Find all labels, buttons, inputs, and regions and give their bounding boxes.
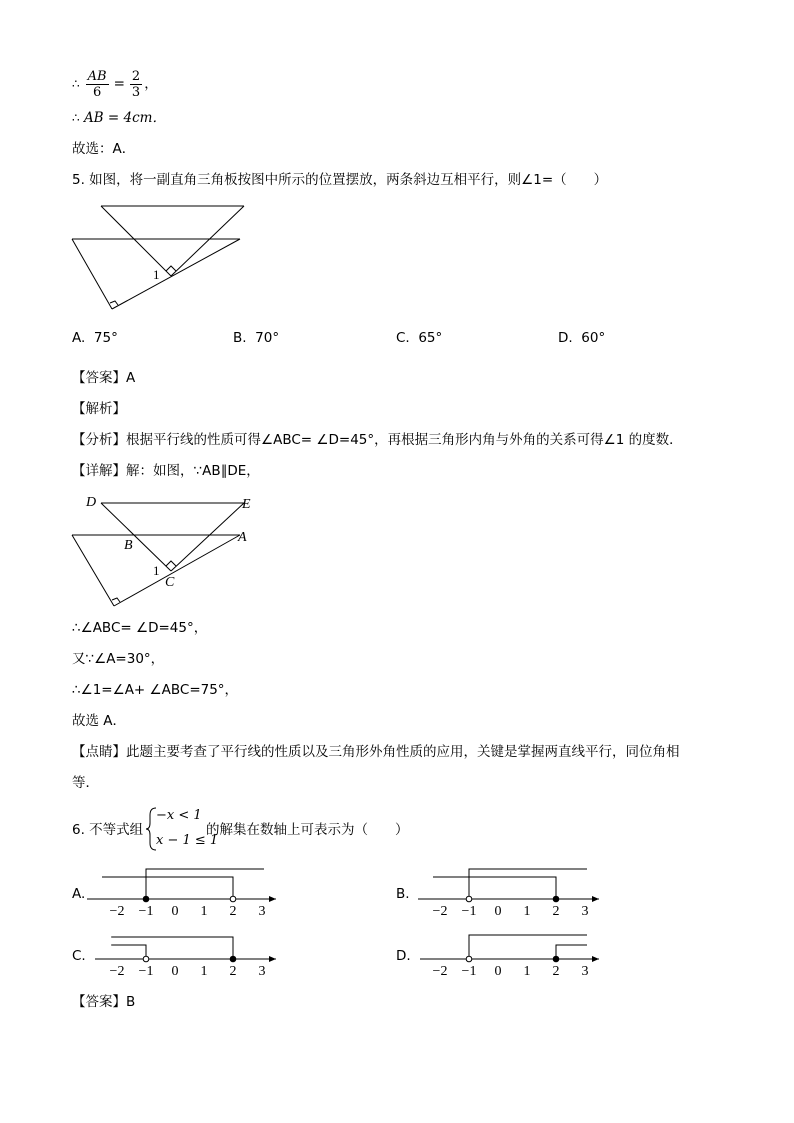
q5-option-d[interactable]: D. 60° xyxy=(558,330,606,346)
q5-step-4: 故选 A． xyxy=(72,713,127,729)
q6-inequality-1: −x < 1 xyxy=(156,808,202,823)
open-endpoint xyxy=(466,896,472,902)
q6-inequality-2: x − 1 ≤ 1 xyxy=(156,833,219,848)
q6-stem-suffix: 的解集在数轴上可表示为（ ） xyxy=(206,822,409,838)
therefore-line-1: ∴ $\frac{AB}{6}$ = $\frac{2}{3}$ ， xyxy=(72,68,158,100)
q5-fenxi: 【分析】根据平行线的性质可得∠ABC= ∠D=45°，再根据三角形内角与外角的关系可得∠1 的度数． xyxy=(72,432,683,448)
q5-answer: 【答案】A xyxy=(72,370,136,386)
number-line-arrow-b xyxy=(592,896,599,902)
label-angle-1: 1 xyxy=(153,563,160,578)
q5-xiangjie: 【详解】解：如图，∵AB∥DE， xyxy=(72,463,260,479)
q6-option-d-label[interactable]: D. xyxy=(396,948,411,964)
q6-option-c-label[interactable]: C. xyxy=(72,948,86,964)
tick-label: 1 xyxy=(523,904,531,919)
label-B: B xyxy=(124,538,133,553)
tick-label: −2 xyxy=(109,904,125,919)
tick-label: −2 xyxy=(432,964,448,979)
label-C: C xyxy=(165,575,175,590)
number-line-arrow-a xyxy=(269,896,276,902)
solution-ray xyxy=(469,869,587,899)
closed-endpoint xyxy=(230,956,236,962)
q5-stem: 5. 如图，将一副直角三角板按图中所示的位置摆放，两条斜边互相平行，则∠1=（ ） xyxy=(72,172,608,188)
q5-dianjing: 【点睛】此题主要考查了平行线的性质以及三角形外角性质的应用，关键是掌握两直线平行，同位角相 xyxy=(72,744,680,760)
tick-label: 2 xyxy=(229,904,237,919)
tick-label: 1 xyxy=(200,964,208,979)
tick-label: 3 xyxy=(581,964,589,979)
tick-label: 2 xyxy=(552,904,560,919)
fraction-2-over-3: $\frac{2}{3}$ xyxy=(131,68,141,100)
q5-option-b[interactable]: B. 70° xyxy=(233,330,280,346)
tick-label: 0 xyxy=(171,964,179,979)
open-endpoint xyxy=(230,896,236,902)
q5-analysis-heading: 【解析】 xyxy=(72,401,126,417)
label-A: A xyxy=(238,530,247,545)
label-E: E xyxy=(242,497,251,512)
q5-step-2: 又∵∠A=30°， xyxy=(72,651,165,667)
solution-ray xyxy=(111,937,233,959)
solution-ray xyxy=(146,869,264,899)
tick-label: 0 xyxy=(494,904,502,919)
solution-ray xyxy=(556,945,587,959)
tick-label: 2 xyxy=(552,964,560,979)
fraction-ab-over-6: $\frac{AB}{6}$ xyxy=(87,68,107,100)
tick-label: −1 xyxy=(461,904,477,919)
tick-label: −1 xyxy=(138,964,154,979)
q6-answer: 【答案】B xyxy=(72,994,136,1010)
q6-option-b-label[interactable]: B. xyxy=(396,886,410,902)
solution-ray xyxy=(111,945,146,959)
q5-option-a[interactable]: A. 75° xyxy=(72,330,118,346)
q6-stem-prefix: 6. 不等式组 xyxy=(72,822,144,838)
solution-ray xyxy=(469,935,587,959)
tick-label: −2 xyxy=(109,964,125,979)
tick-label: 3 xyxy=(581,904,589,919)
tick-label: −1 xyxy=(138,904,154,919)
prev-choose: 故选：A． xyxy=(72,141,136,157)
tick-label: 1 xyxy=(523,964,531,979)
tick-label: 0 xyxy=(171,904,179,919)
q5-angle-1-label: 1 xyxy=(153,267,160,282)
open-endpoint xyxy=(466,956,472,962)
closed-endpoint xyxy=(143,896,149,902)
q5-step-3: ∴∠1=∠A+ ∠ABC=75°， xyxy=(72,682,239,698)
number-line-arrow-d xyxy=(592,956,599,962)
q5-dianjing-line2: 等． xyxy=(72,775,99,791)
tick-label: −1 xyxy=(461,964,477,979)
closed-endpoint xyxy=(553,896,559,902)
tick-label: 2 xyxy=(229,964,237,979)
solution-ray xyxy=(102,877,233,899)
ab-equals-4cm: ∴ AB = 4cm． xyxy=(72,110,166,126)
open-endpoint xyxy=(143,956,149,962)
therefore-symbol: ∴ xyxy=(72,77,80,91)
tick-label: 3 xyxy=(258,904,266,919)
tick-label: 3 xyxy=(258,964,266,979)
label-D: D xyxy=(86,495,97,510)
solution-ray xyxy=(433,877,556,899)
number-line-arrow-c xyxy=(269,956,276,962)
tick-label: 0 xyxy=(494,964,502,979)
q5-step-1: ∴∠ABC= ∠D=45°， xyxy=(72,620,208,636)
q6-option-a-label[interactable]: A. xyxy=(72,886,86,902)
closed-endpoint xyxy=(553,956,559,962)
tick-label: −2 xyxy=(432,904,448,919)
q5-option-c[interactable]: C. 65° xyxy=(396,330,443,346)
tick-label: 1 xyxy=(200,904,208,919)
